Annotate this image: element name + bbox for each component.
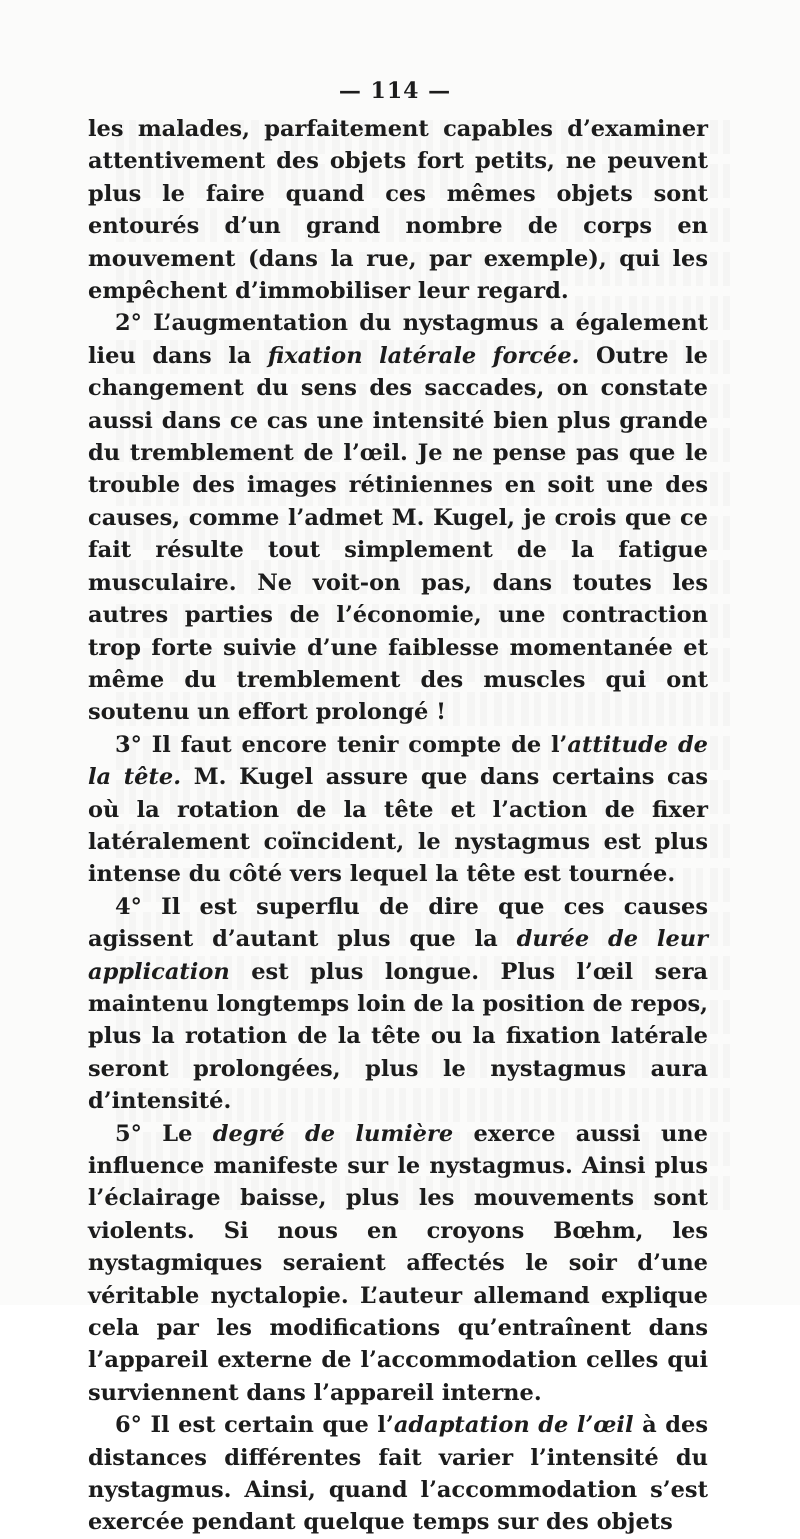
text-run: 3° Il faut encore tenir compte de l’	[115, 731, 568, 758]
text-run: à des distances différentes fait varier l’intensité du nystagmus. Ainsi, quand l’accommodation s’est exercée pendant quelque temps sur des objets	[88, 1412, 708, 1536]
italic-phrase: fixation latérale forcée.	[267, 342, 580, 369]
text-run: est plus longue. Plus l’œil sera maintenu longtemps loin de la position de repos, plus la rotation de la tête ou la fixation latérale seront prolongées, plus le nystagmus aura d’intensité.	[88, 958, 708, 1115]
text-run: 4° Il est superflu de dire que ces causes agissent d’autant plus que la	[88, 893, 708, 953]
page-number: — 114 —	[338, 78, 452, 104]
text-run: 5° Le	[115, 1120, 213, 1147]
italic-phrase: durée de leur application	[88, 926, 708, 985]
paragraph	[88, 113, 708, 307]
text-run: les malades, parfaitement capables d’examiner attentivement des objets fort petits, ne peuvent plus le faire quand ces mêmes objets sont entourés d’un grand nombre de corps en mouvement (dans la rue, par exemple), qui les empêchent d’immobiliser leur regard.	[88, 116, 708, 305]
italic-phrase: degré de lumière	[212, 1120, 454, 1147]
text-run: 6° Il est certain que l’	[115, 1412, 394, 1439]
paragraph	[88, 307, 708, 728]
paragraph	[88, 729, 708, 891]
text-run: M. Kugel assure que dans certains cas où la rotation de la tête et l’action de fixer latéralement coïncident, le nystagmus est plus intense du côté vers lequel la tête est tournée.	[88, 764, 708, 888]
italic-phrase: attitude de la tête.	[88, 731, 708, 791]
body-text	[88, 113, 708, 1539]
text-run: exerce aussi une influence manifeste sur le nystagmus. Ainsi plus l’éclairage baisse, plus les mouvements sont violents. Si nous en croyons Bœhm, les nystagmiques seraient affectés le soir d’une véritable nyctalopie. L’auteur allemand explique cela par les modifications qu’entraînent dans l’appareil externe de l’accommodation celles qui surviennent dans l’appareil interne.	[88, 1120, 708, 1406]
paragraph	[88, 1409, 708, 1539]
paragraph	[88, 1118, 708, 1410]
text-run: 2° L’augmentation du nystagmus a également lieu dans la	[88, 310, 708, 369]
text-run: Outre le changement du sens des saccades, on constate aussi dans ce cas une intensité bien plus grande du tremblement de l’œil. Je ne pense pas que le trouble des images rétiniennes en soit une des causes, comme l’admet M. Kugel, je crois que ce fait résulte tout simplement de la fatigue musculaire. Ne voit-on pas, dans toutes les autres parties de l’économie, une contraction trop forte suivie d’une faiblesse momentanée et même du tremblement des muscles qui ont soutenu un effort prolongé !	[88, 342, 708, 726]
paragraph	[88, 891, 708, 1118]
italic-phrase: adaptation de l’œil	[393, 1412, 634, 1439]
